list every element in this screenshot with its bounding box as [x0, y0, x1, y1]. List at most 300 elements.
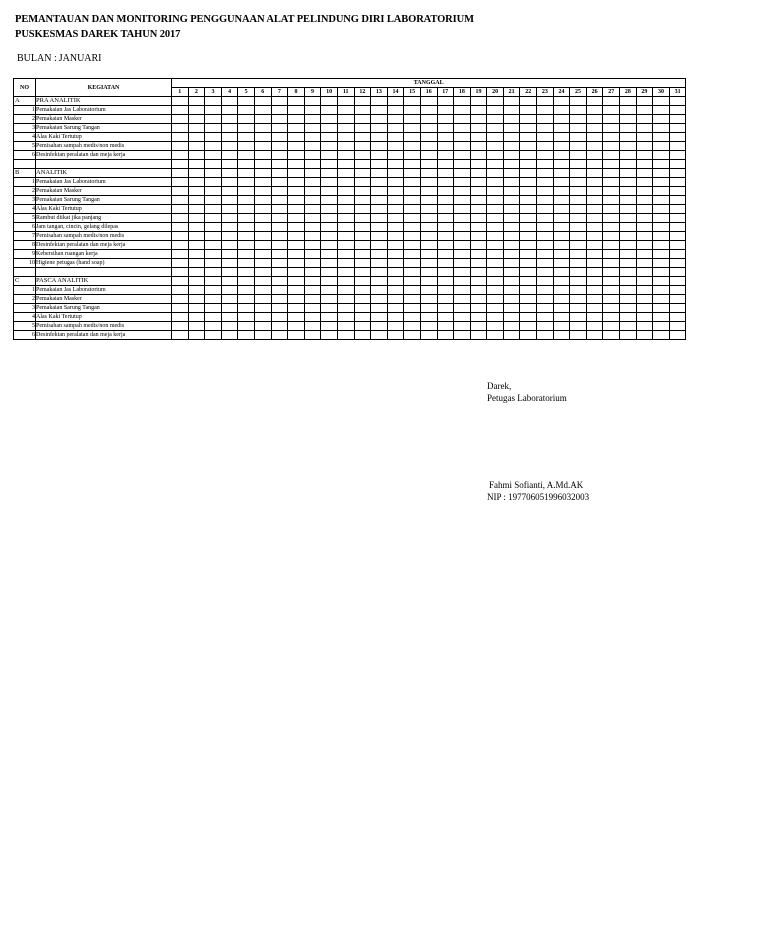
- check-cell[interactable]: [620, 187, 637, 196]
- check-cell[interactable]: [669, 178, 686, 187]
- check-cell[interactable]: [205, 169, 222, 178]
- check-cell[interactable]: [221, 241, 238, 250]
- check-cell[interactable]: [271, 124, 288, 133]
- check-cell[interactable]: [271, 277, 288, 286]
- check-cell[interactable]: [221, 322, 238, 331]
- check-cell[interactable]: [653, 295, 670, 304]
- check-cell[interactable]: [288, 205, 305, 214]
- check-cell[interactable]: [470, 304, 487, 313]
- check-cell[interactable]: [553, 250, 570, 259]
- check-cell[interactable]: [586, 313, 603, 322]
- check-cell[interactable]: [420, 142, 437, 151]
- check-cell[interactable]: [620, 142, 637, 151]
- check-cell[interactable]: [520, 286, 537, 295]
- check-cell[interactable]: [653, 196, 670, 205]
- check-cell[interactable]: [304, 286, 321, 295]
- check-cell[interactable]: [503, 241, 520, 250]
- check-cell[interactable]: [205, 241, 222, 250]
- check-cell[interactable]: [288, 214, 305, 223]
- check-cell[interactable]: [205, 196, 222, 205]
- check-cell[interactable]: [420, 295, 437, 304]
- check-cell[interactable]: [503, 196, 520, 205]
- check-cell[interactable]: [620, 151, 637, 160]
- check-cell[interactable]: [553, 304, 570, 313]
- check-cell[interactable]: [188, 142, 205, 151]
- check-cell[interactable]: [437, 187, 454, 196]
- check-cell[interactable]: [271, 286, 288, 295]
- check-cell[interactable]: [387, 151, 404, 160]
- check-cell[interactable]: [254, 169, 271, 178]
- check-cell[interactable]: [603, 331, 620, 340]
- check-cell[interactable]: [454, 160, 471, 169]
- check-cell[interactable]: [487, 205, 504, 214]
- check-cell[interactable]: [337, 331, 354, 340]
- check-cell[interactable]: [304, 124, 321, 133]
- check-cell[interactable]: [205, 151, 222, 160]
- check-cell[interactable]: [205, 250, 222, 259]
- check-cell[interactable]: [321, 232, 338, 241]
- check-cell[interactable]: [503, 250, 520, 259]
- check-cell[interactable]: [503, 124, 520, 133]
- check-cell[interactable]: [205, 259, 222, 268]
- check-cell[interactable]: [387, 232, 404, 241]
- check-cell[interactable]: [387, 259, 404, 268]
- check-cell[interactable]: [570, 304, 587, 313]
- check-cell[interactable]: [354, 295, 371, 304]
- check-cell[interactable]: [304, 313, 321, 322]
- check-cell[interactable]: [669, 295, 686, 304]
- check-cell[interactable]: [188, 304, 205, 313]
- check-cell[interactable]: [288, 187, 305, 196]
- check-cell[interactable]: [636, 133, 653, 142]
- check-cell[interactable]: [653, 322, 670, 331]
- check-cell[interactable]: [221, 304, 238, 313]
- check-cell[interactable]: [205, 214, 222, 223]
- check-cell[interactable]: [404, 322, 421, 331]
- check-cell[interactable]: [454, 124, 471, 133]
- check-cell[interactable]: [586, 214, 603, 223]
- check-cell[interactable]: [470, 214, 487, 223]
- check-cell[interactable]: [321, 205, 338, 214]
- check-cell[interactable]: [636, 304, 653, 313]
- check-cell[interactable]: [172, 151, 189, 160]
- check-cell[interactable]: [454, 322, 471, 331]
- check-cell[interactable]: [354, 169, 371, 178]
- check-cell[interactable]: [188, 313, 205, 322]
- check-cell[interactable]: [437, 160, 454, 169]
- check-cell[interactable]: [636, 196, 653, 205]
- check-cell[interactable]: [271, 259, 288, 268]
- check-cell[interactable]: [254, 250, 271, 259]
- check-cell[interactable]: [454, 115, 471, 124]
- check-cell[interactable]: [586, 115, 603, 124]
- check-cell[interactable]: [570, 115, 587, 124]
- check-cell[interactable]: [553, 205, 570, 214]
- check-cell[interactable]: [470, 133, 487, 142]
- check-cell[interactable]: [188, 322, 205, 331]
- check-cell[interactable]: [586, 259, 603, 268]
- check-cell[interactable]: [337, 124, 354, 133]
- check-cell[interactable]: [371, 241, 388, 250]
- check-cell[interactable]: [669, 241, 686, 250]
- check-cell[interactable]: [337, 295, 354, 304]
- check-cell[interactable]: [470, 205, 487, 214]
- check-cell[interactable]: [620, 259, 637, 268]
- check-cell[interactable]: [603, 259, 620, 268]
- check-cell[interactable]: [586, 241, 603, 250]
- check-cell[interactable]: [321, 322, 338, 331]
- check-cell[interactable]: [503, 232, 520, 241]
- check-cell[interactable]: [254, 286, 271, 295]
- check-cell[interactable]: [172, 178, 189, 187]
- check-cell[interactable]: [603, 142, 620, 151]
- check-cell[interactable]: [586, 286, 603, 295]
- check-cell[interactable]: [487, 259, 504, 268]
- check-cell[interactable]: [487, 223, 504, 232]
- check-cell[interactable]: [454, 187, 471, 196]
- check-cell[interactable]: [172, 106, 189, 115]
- check-cell[interactable]: [304, 295, 321, 304]
- check-cell[interactable]: [570, 259, 587, 268]
- check-cell[interactable]: [288, 250, 305, 259]
- check-cell[interactable]: [254, 295, 271, 304]
- check-cell[interactable]: [354, 160, 371, 169]
- check-cell[interactable]: [238, 304, 255, 313]
- check-cell[interactable]: [537, 124, 554, 133]
- check-cell[interactable]: [470, 331, 487, 340]
- check-cell[interactable]: [620, 133, 637, 142]
- check-cell[interactable]: [172, 133, 189, 142]
- check-cell[interactable]: [620, 322, 637, 331]
- check-cell[interactable]: [387, 313, 404, 322]
- check-cell[interactable]: [354, 142, 371, 151]
- check-cell[interactable]: [238, 106, 255, 115]
- check-cell[interactable]: [205, 286, 222, 295]
- check-cell[interactable]: [487, 241, 504, 250]
- check-cell[interactable]: [503, 133, 520, 142]
- check-cell[interactable]: [553, 115, 570, 124]
- check-cell[interactable]: [420, 304, 437, 313]
- check-cell[interactable]: [387, 331, 404, 340]
- check-cell[interactable]: [636, 124, 653, 133]
- check-cell[interactable]: [304, 133, 321, 142]
- check-cell[interactable]: [387, 106, 404, 115]
- check-cell[interactable]: [304, 250, 321, 259]
- check-cell[interactable]: [387, 268, 404, 277]
- check-cell[interactable]: [387, 187, 404, 196]
- check-cell[interactable]: [354, 259, 371, 268]
- check-cell[interactable]: [188, 250, 205, 259]
- check-cell[interactable]: [172, 313, 189, 322]
- check-cell[interactable]: [669, 331, 686, 340]
- check-cell[interactable]: [188, 259, 205, 268]
- check-cell[interactable]: [238, 259, 255, 268]
- check-cell[interactable]: [221, 259, 238, 268]
- check-cell[interactable]: [420, 124, 437, 133]
- check-cell[interactable]: [487, 331, 504, 340]
- check-cell[interactable]: [288, 304, 305, 313]
- check-cell[interactable]: [271, 241, 288, 250]
- check-cell[interactable]: [620, 106, 637, 115]
- check-cell[interactable]: [653, 124, 670, 133]
- check-cell[interactable]: [404, 286, 421, 295]
- check-cell[interactable]: [669, 304, 686, 313]
- check-cell[interactable]: [254, 196, 271, 205]
- check-cell[interactable]: [420, 178, 437, 187]
- check-cell[interactable]: [586, 142, 603, 151]
- check-cell[interactable]: [172, 223, 189, 232]
- check-cell[interactable]: [586, 178, 603, 187]
- check-cell[interactable]: [420, 241, 437, 250]
- check-cell[interactable]: [669, 169, 686, 178]
- check-cell[interactable]: [503, 304, 520, 313]
- check-cell[interactable]: [437, 133, 454, 142]
- check-cell[interactable]: [603, 178, 620, 187]
- check-cell[interactable]: [487, 313, 504, 322]
- check-cell[interactable]: [570, 223, 587, 232]
- check-cell[interactable]: [304, 277, 321, 286]
- check-cell[interactable]: [620, 241, 637, 250]
- check-cell[interactable]: [437, 232, 454, 241]
- check-cell[interactable]: [188, 169, 205, 178]
- check-cell[interactable]: [254, 115, 271, 124]
- check-cell[interactable]: [371, 178, 388, 187]
- check-cell[interactable]: [437, 124, 454, 133]
- check-cell[interactable]: [205, 115, 222, 124]
- check-cell[interactable]: [503, 187, 520, 196]
- check-cell[interactable]: [669, 250, 686, 259]
- check-cell[interactable]: [387, 133, 404, 142]
- check-cell[interactable]: [653, 214, 670, 223]
- check-cell[interactable]: [620, 160, 637, 169]
- check-cell[interactable]: [620, 304, 637, 313]
- check-cell[interactable]: [321, 115, 338, 124]
- check-cell[interactable]: [470, 115, 487, 124]
- check-cell[interactable]: [537, 115, 554, 124]
- check-cell[interactable]: [603, 106, 620, 115]
- check-cell[interactable]: [537, 178, 554, 187]
- check-cell[interactable]: [437, 196, 454, 205]
- check-cell[interactable]: [503, 286, 520, 295]
- check-cell[interactable]: [487, 196, 504, 205]
- check-cell[interactable]: [404, 277, 421, 286]
- check-cell[interactable]: [254, 331, 271, 340]
- check-cell[interactable]: [205, 142, 222, 151]
- check-cell[interactable]: [404, 205, 421, 214]
- check-cell[interactable]: [537, 133, 554, 142]
- check-cell[interactable]: [520, 232, 537, 241]
- check-cell[interactable]: [221, 286, 238, 295]
- check-cell[interactable]: [172, 295, 189, 304]
- check-cell[interactable]: [620, 196, 637, 205]
- check-cell[interactable]: [271, 160, 288, 169]
- check-cell[interactable]: [188, 205, 205, 214]
- check-cell[interactable]: [271, 178, 288, 187]
- check-cell[interactable]: [520, 169, 537, 178]
- check-cell[interactable]: [620, 97, 637, 106]
- check-cell[interactable]: [553, 106, 570, 115]
- check-cell[interactable]: [437, 223, 454, 232]
- check-cell[interactable]: [503, 223, 520, 232]
- check-cell[interactable]: [238, 151, 255, 160]
- check-cell[interactable]: [636, 106, 653, 115]
- check-cell[interactable]: [172, 187, 189, 196]
- check-cell[interactable]: [271, 304, 288, 313]
- check-cell[interactable]: [321, 97, 338, 106]
- check-cell[interactable]: [636, 223, 653, 232]
- check-cell[interactable]: [603, 124, 620, 133]
- check-cell[interactable]: [503, 97, 520, 106]
- check-cell[interactable]: [437, 214, 454, 223]
- check-cell[interactable]: [387, 223, 404, 232]
- check-cell[interactable]: [337, 313, 354, 322]
- check-cell[interactable]: [337, 106, 354, 115]
- check-cell[interactable]: [304, 115, 321, 124]
- check-cell[interactable]: [503, 277, 520, 286]
- check-cell[interactable]: [221, 115, 238, 124]
- check-cell[interactable]: [470, 142, 487, 151]
- check-cell[interactable]: [620, 331, 637, 340]
- check-cell[interactable]: [188, 232, 205, 241]
- check-cell[interactable]: [238, 241, 255, 250]
- check-cell[interactable]: [470, 160, 487, 169]
- check-cell[interactable]: [172, 268, 189, 277]
- check-cell[interactable]: [570, 268, 587, 277]
- check-cell[interactable]: [537, 223, 554, 232]
- check-cell[interactable]: [437, 313, 454, 322]
- check-cell[interactable]: [321, 268, 338, 277]
- check-cell[interactable]: [337, 268, 354, 277]
- check-cell[interactable]: [288, 196, 305, 205]
- check-cell[interactable]: [437, 286, 454, 295]
- check-cell[interactable]: [487, 178, 504, 187]
- check-cell[interactable]: [254, 142, 271, 151]
- check-cell[interactable]: [354, 223, 371, 232]
- check-cell[interactable]: [205, 187, 222, 196]
- check-cell[interactable]: [238, 97, 255, 106]
- check-cell[interactable]: [221, 313, 238, 322]
- check-cell[interactable]: [520, 142, 537, 151]
- check-cell[interactable]: [586, 223, 603, 232]
- check-cell[interactable]: [603, 304, 620, 313]
- check-cell[interactable]: [271, 232, 288, 241]
- check-cell[interactable]: [636, 187, 653, 196]
- check-cell[interactable]: [337, 322, 354, 331]
- check-cell[interactable]: [288, 97, 305, 106]
- check-cell[interactable]: [503, 151, 520, 160]
- check-cell[interactable]: [454, 286, 471, 295]
- check-cell[interactable]: [321, 151, 338, 160]
- check-cell[interactable]: [454, 331, 471, 340]
- check-cell[interactable]: [205, 178, 222, 187]
- check-cell[interactable]: [669, 115, 686, 124]
- check-cell[interactable]: [454, 259, 471, 268]
- check-cell[interactable]: [454, 268, 471, 277]
- check-cell[interactable]: [520, 178, 537, 187]
- check-cell[interactable]: [437, 115, 454, 124]
- check-cell[interactable]: [254, 313, 271, 322]
- check-cell[interactable]: [570, 214, 587, 223]
- check-cell[interactable]: [420, 277, 437, 286]
- check-cell[interactable]: [537, 268, 554, 277]
- check-cell[interactable]: [503, 178, 520, 187]
- check-cell[interactable]: [404, 313, 421, 322]
- check-cell[interactable]: [520, 133, 537, 142]
- check-cell[interactable]: [205, 313, 222, 322]
- check-cell[interactable]: [254, 268, 271, 277]
- check-cell[interactable]: [586, 232, 603, 241]
- check-cell[interactable]: [454, 133, 471, 142]
- check-cell[interactable]: [354, 322, 371, 331]
- check-cell[interactable]: [387, 304, 404, 313]
- check-cell[interactable]: [371, 133, 388, 142]
- check-cell[interactable]: [371, 259, 388, 268]
- check-cell[interactable]: [304, 106, 321, 115]
- check-cell[interactable]: [172, 232, 189, 241]
- check-cell[interactable]: [404, 241, 421, 250]
- check-cell[interactable]: [254, 223, 271, 232]
- check-cell[interactable]: [653, 232, 670, 241]
- check-cell[interactable]: [387, 169, 404, 178]
- check-cell[interactable]: [221, 187, 238, 196]
- check-cell[interactable]: [537, 295, 554, 304]
- check-cell[interactable]: [238, 286, 255, 295]
- check-cell[interactable]: [404, 331, 421, 340]
- check-cell[interactable]: [420, 97, 437, 106]
- check-cell[interactable]: [288, 160, 305, 169]
- check-cell[interactable]: [420, 250, 437, 259]
- check-cell[interactable]: [503, 295, 520, 304]
- check-cell[interactable]: [503, 169, 520, 178]
- check-cell[interactable]: [404, 187, 421, 196]
- check-cell[interactable]: [354, 151, 371, 160]
- check-cell[interactable]: [188, 187, 205, 196]
- check-cell[interactable]: [470, 196, 487, 205]
- check-cell[interactable]: [404, 304, 421, 313]
- check-cell[interactable]: [437, 241, 454, 250]
- check-cell[interactable]: [603, 115, 620, 124]
- check-cell[interactable]: [238, 205, 255, 214]
- check-cell[interactable]: [586, 196, 603, 205]
- check-cell[interactable]: [188, 223, 205, 232]
- check-cell[interactable]: [404, 151, 421, 160]
- check-cell[interactable]: [221, 250, 238, 259]
- check-cell[interactable]: [288, 259, 305, 268]
- check-cell[interactable]: [520, 250, 537, 259]
- check-cell[interactable]: [238, 250, 255, 259]
- check-cell[interactable]: [620, 313, 637, 322]
- check-cell[interactable]: [387, 97, 404, 106]
- check-cell[interactable]: [636, 259, 653, 268]
- check-cell[interactable]: [238, 115, 255, 124]
- check-cell[interactable]: [238, 313, 255, 322]
- check-cell[interactable]: [188, 115, 205, 124]
- check-cell[interactable]: [586, 97, 603, 106]
- check-cell[interactable]: [586, 106, 603, 115]
- check-cell[interactable]: [520, 223, 537, 232]
- check-cell[interactable]: [636, 97, 653, 106]
- check-cell[interactable]: [653, 241, 670, 250]
- check-cell[interactable]: [288, 232, 305, 241]
- check-cell[interactable]: [304, 232, 321, 241]
- check-cell[interactable]: [304, 169, 321, 178]
- check-cell[interactable]: [321, 304, 338, 313]
- check-cell[interactable]: [337, 178, 354, 187]
- check-cell[interactable]: [221, 142, 238, 151]
- check-cell[interactable]: [404, 169, 421, 178]
- check-cell[interactable]: [288, 295, 305, 304]
- check-cell[interactable]: [420, 259, 437, 268]
